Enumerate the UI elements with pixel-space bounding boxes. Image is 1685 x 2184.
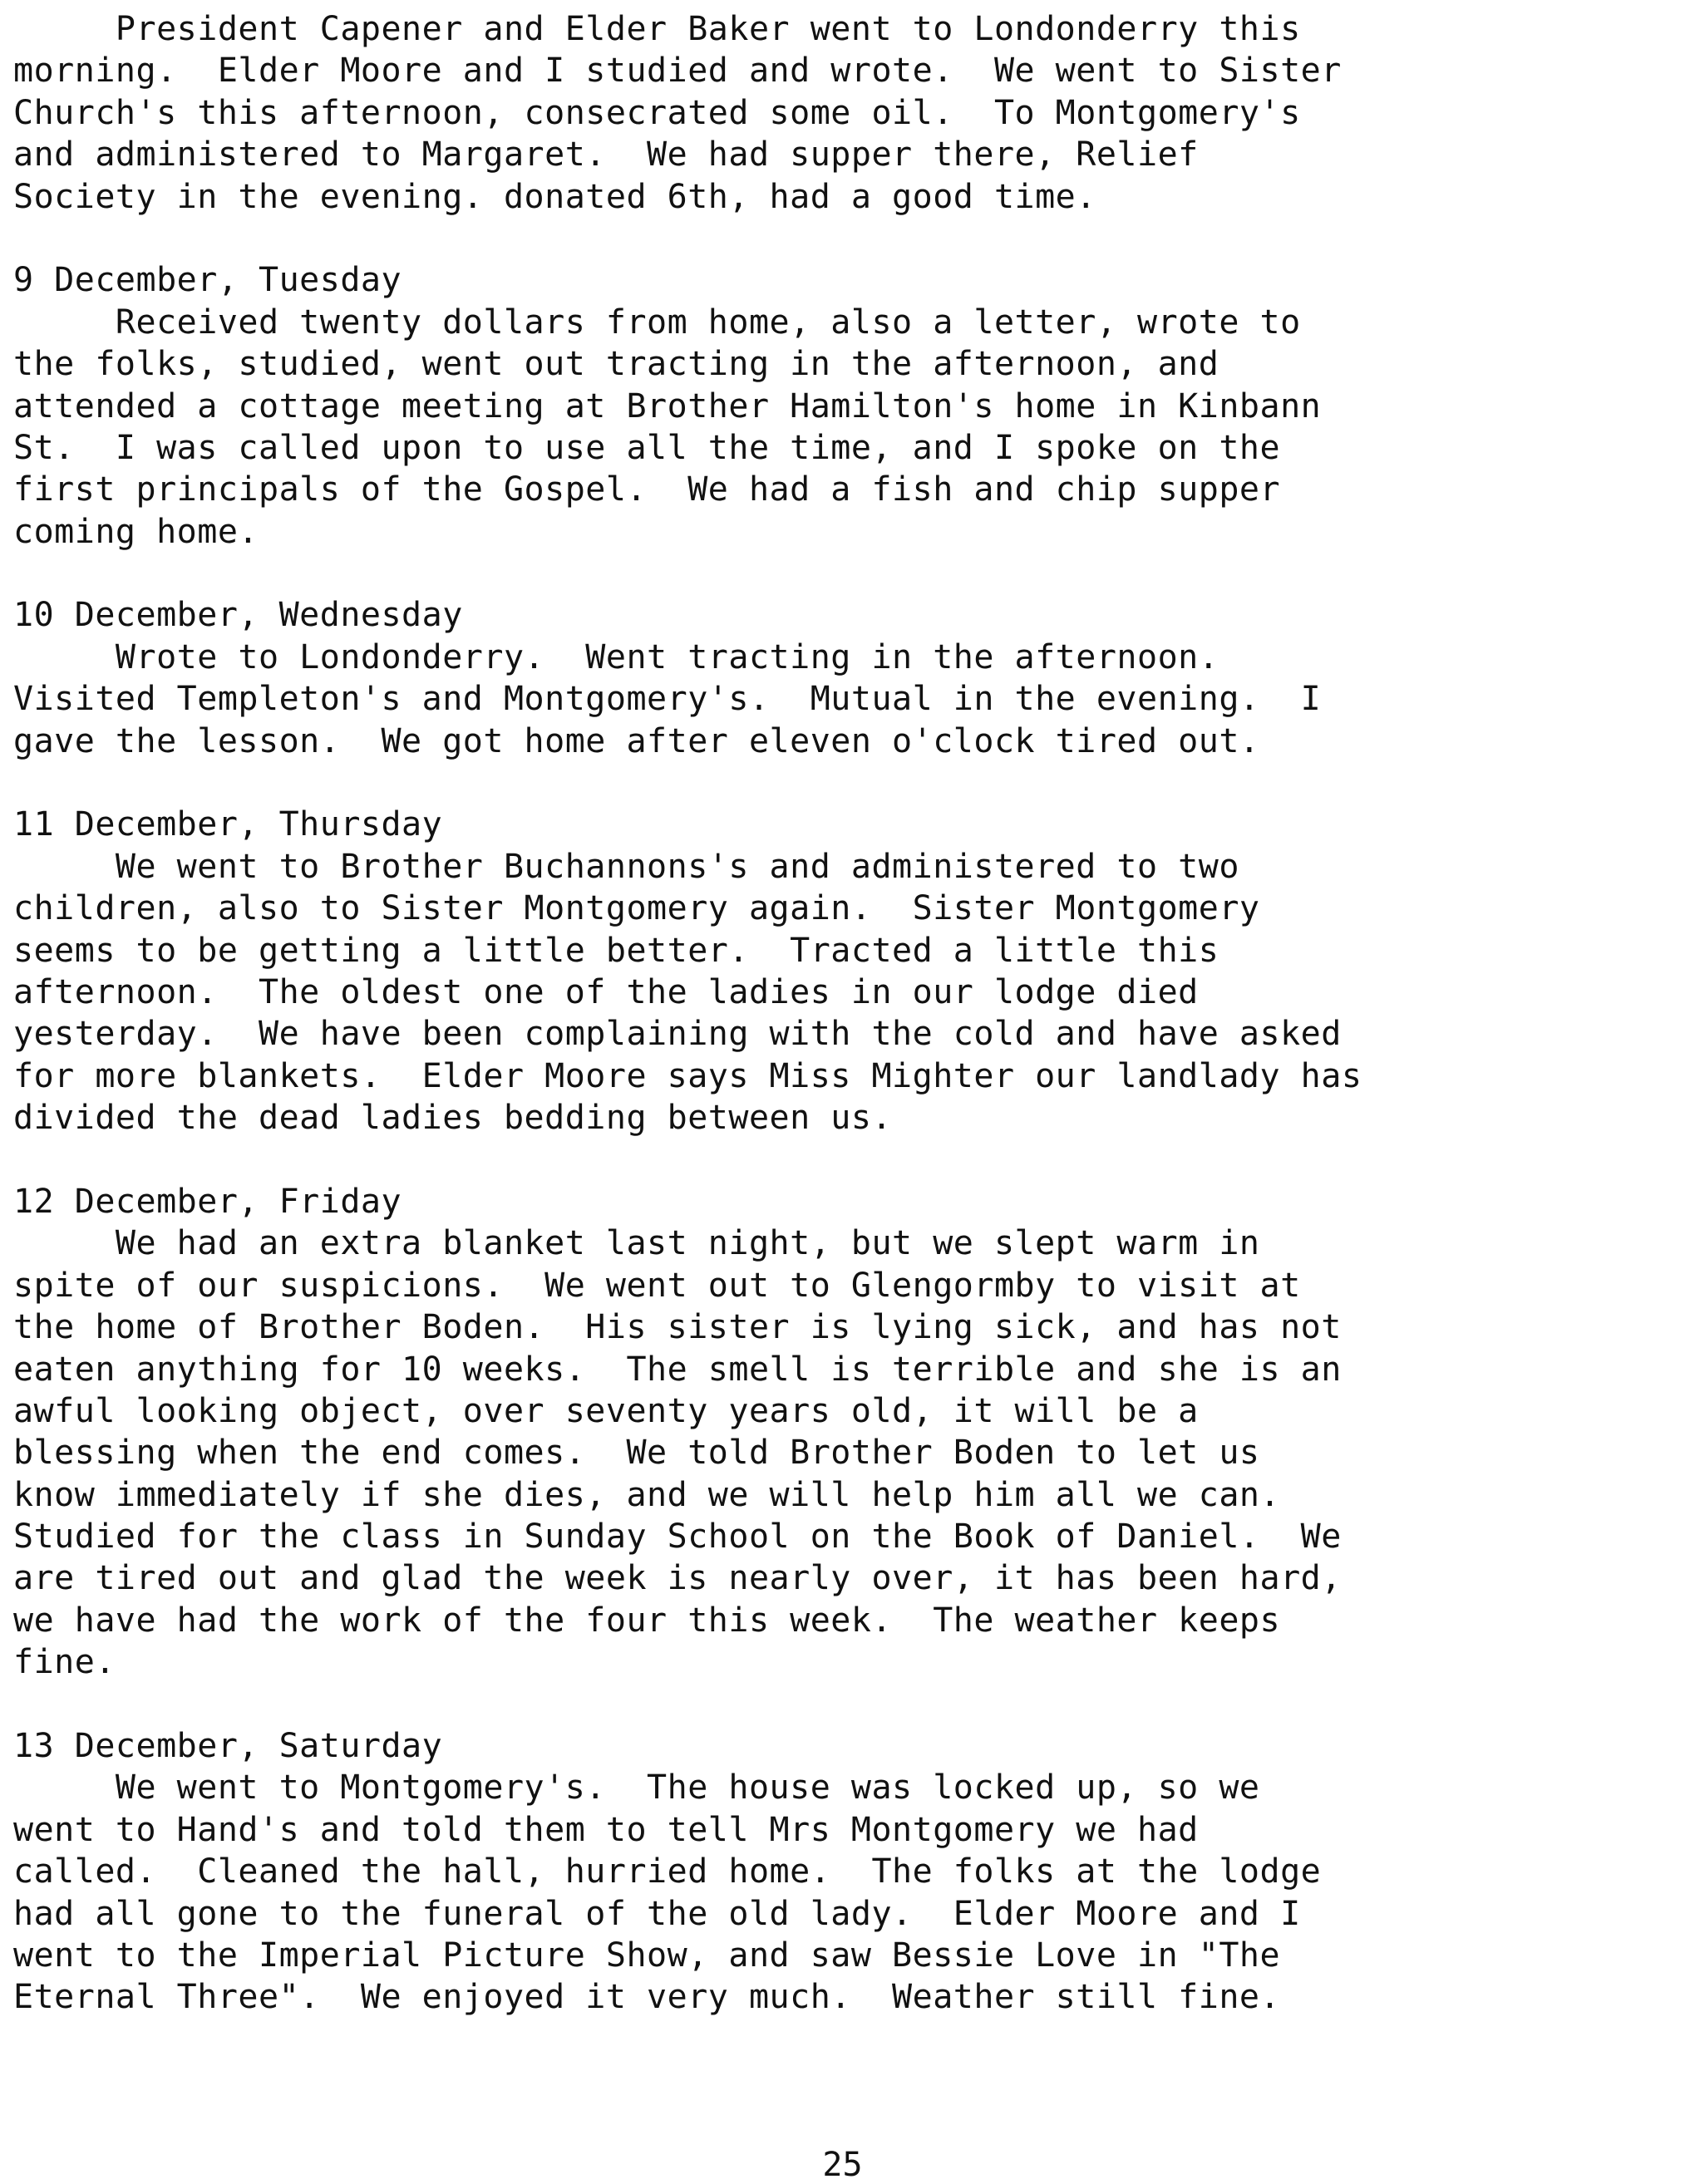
text-line: blessing when the end comes. We told Brother Boden to let us <box>13 1434 1260 1473</box>
text-line: Studied for the class in Sunday School on the Book of Daniel. We <box>13 1517 1342 1557</box>
blank-line <box>13 218 1676 259</box>
text-line: Society in the evening. donated 6th, had a good time. <box>13 177 1096 216</box>
text-line: We had an extra blanket last night, but we slept warm in <box>13 1224 1260 1263</box>
text-line: the folks, studied, went out tracting in the afternoon, and <box>13 345 1219 384</box>
text-line: Wrote to Londonderry. Went tracting in the afternoon. <box>13 637 1219 676</box>
text-line: morning. Elder Moore and I studied and wrote. We went to Sister <box>13 52 1342 91</box>
text-line: Church's this afternoon, consecrated some oil. To Montgomery's <box>13 93 1301 132</box>
text-line: are tired out and glad the week is nearly over, it has been hard, <box>13 1559 1342 1598</box>
text-line: for more blankets. Elder Moore says Miss Mighter our landlady has <box>13 1056 1362 1095</box>
text-line: afternoon. The oldest one of the ladies in our lodge died <box>13 972 1199 1011</box>
entry-date-heading: 11 December, Thursday <box>13 805 443 844</box>
text-line: and administered to Margaret. We had supper there, Relief <box>13 135 1199 175</box>
page-number: 25 <box>822 2146 863 2184</box>
blank-line <box>13 553 1676 594</box>
text-line: seems to be getting a little better. Tracted a little this <box>13 931 1219 970</box>
text-line: had all gone to the funeral of the old lady. Elder Moore and I <box>13 1894 1301 1933</box>
text-line: attended a cottage meeting at Brother Hamilton's home in Kinbann <box>13 386 1322 425</box>
entry-date-heading: 9 December, Tuesday <box>13 261 402 300</box>
text-line: President Capener and Elder Baker went to Londonderry this <box>13 10 1301 48</box>
text-line: went to the Imperial Picture Show, and saw Bessie Love in "The <box>13 1936 1281 1975</box>
text-line: yesterday. We have been complaining with the cold and have asked <box>13 1015 1342 1054</box>
text-line: went to Hand's and told them to tell Mrs Montgomery we had <box>13 1810 1199 1849</box>
entry-date-heading: 12 December, Friday <box>13 1182 402 1221</box>
text-line: We went to Brother Buchannons's and administered to two <box>13 847 1239 886</box>
text-line: Eternal Three". We enjoyed it very much. Weather still fine. <box>13 1978 1281 2017</box>
text-line: We went to Montgomery's. The house was locked up, so we <box>13 1768 1260 1808</box>
blank-line <box>13 1139 1676 1181</box>
text-line: coming home. <box>13 512 259 551</box>
text-line: the home of Brother Boden. His sister is lying sick, and has not <box>13 1308 1342 1347</box>
text-line: children, also to Sister Montgomery again. Sister Montgomery <box>13 889 1260 928</box>
text-line: gave the lesson. We got home after eleven o'clock tired out. <box>13 721 1260 760</box>
text-line: we have had the work of the four this week. The weather keeps <box>13 1601 1281 1640</box>
text-line: St. I was called upon to use all the time, and I spoke on the <box>13 428 1281 467</box>
blank-line <box>13 762 1676 804</box>
text-line: fine. <box>13 1643 116 1682</box>
text-line: called. Cleaned the hall, hurried home. The folks at the lodge <box>13 1852 1322 1891</box>
entry-date-heading: 13 December, Saturday <box>13 1727 443 1766</box>
text-line: spite of our suspicions. We went out to Glengormby to visit at <box>13 1266 1301 1305</box>
blank-line <box>13 1684 1676 1725</box>
journal-text <box>13 8 1676 2019</box>
entry-date-heading: 10 December, Wednesday <box>13 596 463 635</box>
text-line: Received twenty dollars from home, also a letter, wrote to <box>13 303 1301 342</box>
text-line: know immediately if she dies, and we will help him all we can. <box>13 1475 1281 1514</box>
text-line: Visited Templeton's and Montgomery's. Mutual in the evening. I <box>13 680 1322 719</box>
text-line: eaten anything for 10 weeks. The smell is terrible and she is an <box>13 1350 1342 1389</box>
text-line: awful looking object, over seventy years old, it will be a <box>13 1391 1199 1430</box>
text-line: first principals of the Gospel. We had a fish and chip supper <box>13 470 1281 509</box>
text-line: divided the dead ladies bedding between us. <box>13 1099 893 1138</box>
